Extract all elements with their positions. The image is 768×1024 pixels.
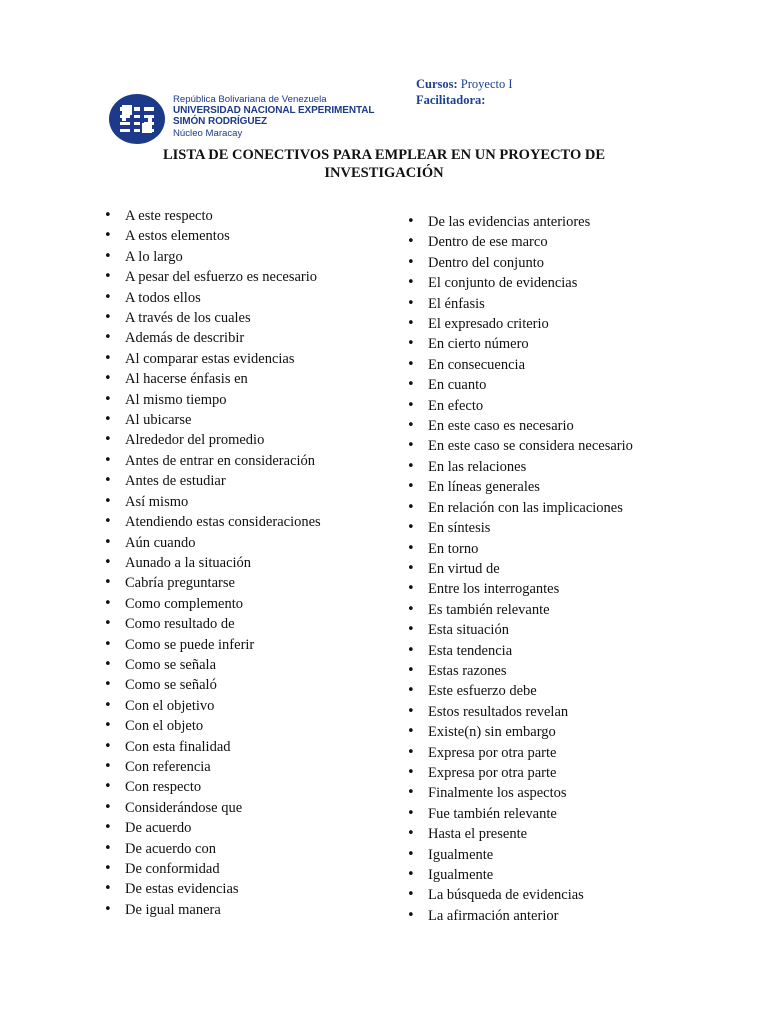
- connective-item: [407, 763, 633, 783]
- bullet-icon: •: [104, 697, 112, 713]
- bullet-icon: •: [104, 228, 112, 244]
- connective-text: Como complemento: [125, 595, 243, 612]
- connective-text: Esta tendencia: [428, 642, 513, 659]
- connective-item: [104, 757, 321, 777]
- facilitator-label: Facilitadora:: [416, 93, 486, 107]
- connective-text: Con respecto: [125, 779, 202, 796]
- connective-text: De igual manera: [125, 901, 221, 918]
- bullet-icon: •: [104, 595, 112, 611]
- facilitator-line: [416, 92, 513, 108]
- bullet-icon: •: [104, 330, 112, 346]
- connective-text: Antes de entrar en consideración: [125, 452, 316, 469]
- connective-text: A lo largo: [125, 248, 183, 265]
- bullet-icon: •: [104, 861, 112, 876]
- connective-text: El énfasis: [428, 295, 485, 312]
- bullet-icon: •: [104, 636, 112, 652]
- connective-item: [407, 906, 633, 926]
- connective-text: La búsqueda de evidencias: [428, 887, 584, 904]
- connective-item: [407, 314, 633, 334]
- connective-text: En relación con las implicaciones: [428, 499, 623, 516]
- bullet-icon: •: [104, 901, 112, 917]
- connective-text: Entre los interrogantes: [428, 581, 560, 598]
- connective-item: [104, 369, 321, 389]
- connective-item: [104, 247, 321, 267]
- bullet-icon: •: [104, 534, 112, 550]
- bullet-icon: •: [407, 316, 415, 332]
- connective-text: En cuanto: [428, 377, 487, 394]
- bullet-icon: •: [407, 867, 415, 882]
- connective-item: [407, 702, 633, 722]
- connective-item: [407, 885, 633, 905]
- connective-text: En este caso se considera necesario: [428, 438, 633, 455]
- connective-item: [104, 839, 321, 859]
- connective-text: El expresado criterio: [428, 316, 549, 333]
- connective-text: Con el objetivo: [125, 697, 215, 714]
- connective-item: [407, 477, 633, 497]
- connective-text: A este respecto: [125, 208, 213, 224]
- connective-item: [104, 737, 321, 757]
- bullet-icon: •: [104, 371, 112, 387]
- bullet-icon: •: [407, 397, 415, 413]
- connective-text: En consecuencia: [428, 356, 526, 373]
- connective-item: [407, 355, 633, 375]
- bullet-icon: •: [407, 662, 415, 678]
- course-line: [416, 76, 513, 92]
- connective-text: Esta situación: [428, 622, 509, 639]
- bullet-icon: •: [407, 356, 415, 372]
- connective-text: La afirmación anterior: [428, 907, 559, 924]
- bullet-icon: •: [104, 738, 112, 754]
- connective-item: [104, 655, 321, 675]
- logo-line-simon-rodriguez: SIMÓN RODRÍGUEZ: [173, 116, 268, 128]
- connective-text: Como se señaló: [125, 677, 217, 694]
- connective-text: En cierto número: [428, 336, 529, 353]
- bullet-icon: •: [407, 540, 415, 556]
- title-line-2: INVESTIGACIÓN: [324, 165, 444, 181]
- connective-text: Fue también relevante: [428, 805, 557, 822]
- connective-item: [407, 396, 633, 416]
- unesr-logo-icon: [108, 93, 166, 145]
- connective-text: Como resultado de: [125, 616, 235, 633]
- connective-text: Considerándose que: [125, 799, 243, 816]
- connective-text: De estas evidencias: [125, 881, 239, 898]
- title-line-1: LISTA DE CONECTIVOS PARA EMPLEAR EN UN PROYECTO DE: [162, 147, 606, 163]
- connective-text: Expresa por otra parte: [428, 744, 557, 761]
- connective-text: Al comparar estas evidencias: [125, 350, 295, 367]
- connective-item: [407, 457, 633, 477]
- bullet-icon: •: [407, 560, 415, 576]
- bullet-icon: •: [104, 310, 112, 326]
- logo-line-nucleo: Núcleo Maracay: [173, 127, 243, 139]
- logo-text: [173, 94, 374, 139]
- connective-text: Alrededor del promedio: [125, 432, 265, 449]
- bullet-icon: •: [104, 493, 112, 509]
- connective-item: [104, 716, 321, 736]
- connective-text: De conformidad: [125, 861, 220, 877]
- connective-text: En efecto: [428, 397, 484, 414]
- connective-text: De las evidencias anteriores: [428, 214, 591, 230]
- university-logo: [108, 93, 408, 145]
- connective-text: Al mismo tiempo: [125, 391, 227, 408]
- connective-item: [104, 349, 321, 369]
- connective-item: [407, 845, 633, 865]
- bullet-icon: •: [407, 418, 415, 434]
- connective-text: De acuerdo: [125, 820, 192, 837]
- connective-text: Igualmente: [428, 867, 494, 883]
- bullet-icon: •: [407, 703, 415, 719]
- bullet-icon: •: [104, 432, 112, 448]
- connective-text: Es también relevante: [428, 601, 550, 618]
- bullet-icon: •: [104, 289, 112, 305]
- connective-item: [104, 594, 321, 614]
- connective-text: Expresa por otra parte: [428, 764, 557, 781]
- connective-text: Cabría preguntarse: [125, 575, 235, 592]
- bullet-icon: •: [104, 758, 112, 774]
- connective-text: Dentro del conjunto: [428, 254, 544, 271]
- bullet-icon: •: [104, 248, 112, 264]
- connective-item: [407, 804, 633, 824]
- connectives-list-left: [104, 206, 321, 920]
- connective-item: [104, 777, 321, 797]
- connective-text: Estos resultados revelan: [428, 703, 569, 720]
- logo-line-university: UNIVERSIDAD NACIONAL EXPERIMENTAL: [173, 105, 375, 117]
- connective-item: [407, 600, 633, 620]
- connective-item: [407, 865, 633, 885]
- connective-item: [104, 308, 321, 328]
- connective-item: [407, 518, 633, 538]
- connective-item: [407, 232, 633, 252]
- connective-text: En virtud de: [428, 560, 500, 577]
- connective-text: Estas razones: [428, 662, 507, 679]
- bullet-icon: •: [104, 616, 112, 632]
- connective-text: Además de describir: [125, 330, 245, 347]
- bullet-icon: •: [104, 208, 112, 223]
- connective-item: [104, 900, 321, 920]
- connective-item: [407, 783, 633, 803]
- bullet-icon: •: [104, 840, 112, 856]
- connective-text: De acuerdo con: [125, 840, 216, 857]
- connective-item: [407, 559, 633, 579]
- bullet-icon: •: [104, 514, 112, 530]
- bullet-icon: •: [104, 391, 112, 407]
- connective-text: Como se señala: [125, 656, 217, 673]
- bullet-icon: •: [407, 764, 415, 780]
- bullet-icon: •: [407, 785, 415, 801]
- bullet-icon: •: [104, 881, 112, 897]
- connective-text: Aún cuando: [125, 534, 196, 551]
- connective-item: [407, 253, 633, 273]
- bullet-icon: •: [104, 718, 112, 734]
- connective-item: [407, 681, 633, 701]
- bullet-icon: •: [407, 214, 415, 229]
- connective-text: En las relaciones: [428, 458, 527, 475]
- bullet-icon: •: [104, 473, 112, 489]
- bullet-icon: •: [104, 412, 112, 428]
- connective-text: A todos ellos: [125, 289, 201, 306]
- connective-item: [407, 661, 633, 681]
- connective-text: Dentro de ese marco: [428, 234, 548, 251]
- connective-item: [407, 743, 633, 763]
- bullet-icon: •: [104, 677, 112, 693]
- bullet-icon: •: [407, 377, 415, 393]
- connective-text: Como se puede inferir: [125, 636, 255, 653]
- course-label: Cursos:: [416, 77, 458, 91]
- connective-item: [104, 533, 321, 553]
- connective-item: [407, 579, 633, 599]
- course-value: Proyecto I: [460, 77, 513, 91]
- connective-item: [104, 818, 321, 838]
- connective-text: Hasta el presente: [428, 826, 528, 843]
- connective-item: [104, 635, 321, 655]
- bullet-icon: •: [407, 438, 415, 454]
- connective-item: [104, 512, 321, 532]
- connective-item: [104, 798, 321, 818]
- connective-item: [104, 288, 321, 308]
- connective-text: En síntesis: [428, 520, 491, 537]
- connective-item: [407, 436, 633, 456]
- connective-text: En torno: [428, 540, 479, 557]
- connective-item: [104, 675, 321, 695]
- connective-item: [104, 553, 321, 573]
- connective-item: [407, 620, 633, 640]
- bullet-icon: •: [104, 452, 112, 468]
- connective-text: Existe(n) sin embargo: [428, 724, 556, 741]
- connective-item: [407, 273, 633, 293]
- bullet-icon: •: [407, 275, 415, 291]
- bullet-icon: •: [407, 642, 415, 658]
- bullet-icon: •: [407, 254, 415, 270]
- connective-item: [104, 328, 321, 348]
- connective-item: [104, 879, 321, 899]
- bullet-icon: •: [407, 846, 415, 862]
- connective-text: Con el objeto: [125, 718, 204, 735]
- bullet-icon: •: [104, 799, 112, 815]
- logo-line-republic: República Bolivariana de Venezuela: [173, 94, 327, 105]
- bullet-icon: •: [407, 499, 415, 515]
- connective-item: [407, 824, 633, 844]
- connective-item: [104, 471, 321, 491]
- bullet-icon: •: [104, 779, 112, 795]
- connective-item: [407, 334, 633, 354]
- connective-text: Con referencia: [125, 758, 211, 775]
- connective-item: [407, 375, 633, 395]
- connective-text: A través de los cuales: [125, 310, 251, 327]
- connective-text: Así mismo: [125, 493, 189, 510]
- connective-item: [104, 451, 321, 471]
- connective-item: [104, 614, 321, 634]
- bullet-icon: •: [407, 295, 415, 311]
- bullet-icon: •: [407, 336, 415, 352]
- connective-item: [104, 390, 321, 410]
- connective-text: Igualmente: [428, 846, 494, 863]
- connective-item: [407, 212, 633, 232]
- bullet-icon: •: [104, 656, 112, 672]
- connective-text: A estos elementos: [125, 228, 230, 245]
- bullet-icon: •: [407, 805, 415, 821]
- connective-text: El conjunto de evidencias: [428, 275, 578, 292]
- connective-item: [104, 492, 321, 512]
- bullet-icon: •: [407, 458, 415, 474]
- bullet-icon: •: [104, 820, 112, 836]
- connective-item: [407, 722, 633, 742]
- connective-text: Finalmente los aspectos: [428, 785, 567, 802]
- connectives-list-right: [407, 212, 633, 926]
- bullet-icon: •: [407, 907, 415, 923]
- connective-text: Atendiendo estas consideraciones: [125, 514, 321, 531]
- connective-text: Al hacerse énfasis en: [125, 371, 248, 388]
- connective-item: [104, 573, 321, 593]
- connective-item: [407, 498, 633, 518]
- connective-text: A pesar del esfuerzo es necesario: [125, 269, 318, 286]
- connective-item: [104, 430, 321, 450]
- connective-text: Aunado a la situación: [125, 554, 252, 571]
- bullet-icon: •: [407, 826, 415, 842]
- course-info: [416, 76, 513, 108]
- bullet-icon: •: [407, 622, 415, 638]
- bullet-icon: •: [104, 350, 112, 366]
- connective-item: [407, 641, 633, 661]
- connective-item: [407, 539, 633, 559]
- bullet-icon: •: [407, 234, 415, 250]
- connective-text: Al ubicarse: [125, 412, 192, 429]
- connective-text: Este esfuerzo debe: [428, 683, 537, 700]
- bullet-icon: •: [407, 479, 415, 495]
- connective-item: [407, 416, 633, 436]
- bullet-icon: •: [407, 581, 415, 597]
- connective-text: Antes de estudiar: [125, 473, 226, 490]
- connective-item: [104, 410, 321, 430]
- bullet-icon: •: [104, 554, 112, 570]
- connective-item: [104, 226, 321, 246]
- connective-item: [104, 859, 321, 879]
- document-title: [110, 146, 658, 182]
- connective-text: En este caso es necesario: [428, 418, 574, 435]
- bullet-icon: •: [104, 269, 112, 285]
- bullet-icon: •: [407, 520, 415, 536]
- bullet-icon: •: [407, 724, 415, 740]
- bullet-icon: •: [407, 683, 415, 699]
- connective-item: [407, 294, 633, 314]
- connective-text: Con esta finalidad: [125, 738, 231, 755]
- bullet-icon: •: [407, 601, 415, 617]
- bullet-icon: •: [407, 887, 415, 903]
- connective-item: [104, 206, 321, 226]
- connective-text: En líneas generales: [428, 479, 540, 496]
- bullet-icon: •: [104, 575, 112, 591]
- connective-item: [104, 696, 321, 716]
- bullet-icon: •: [407, 744, 415, 760]
- connective-item: [104, 267, 321, 287]
